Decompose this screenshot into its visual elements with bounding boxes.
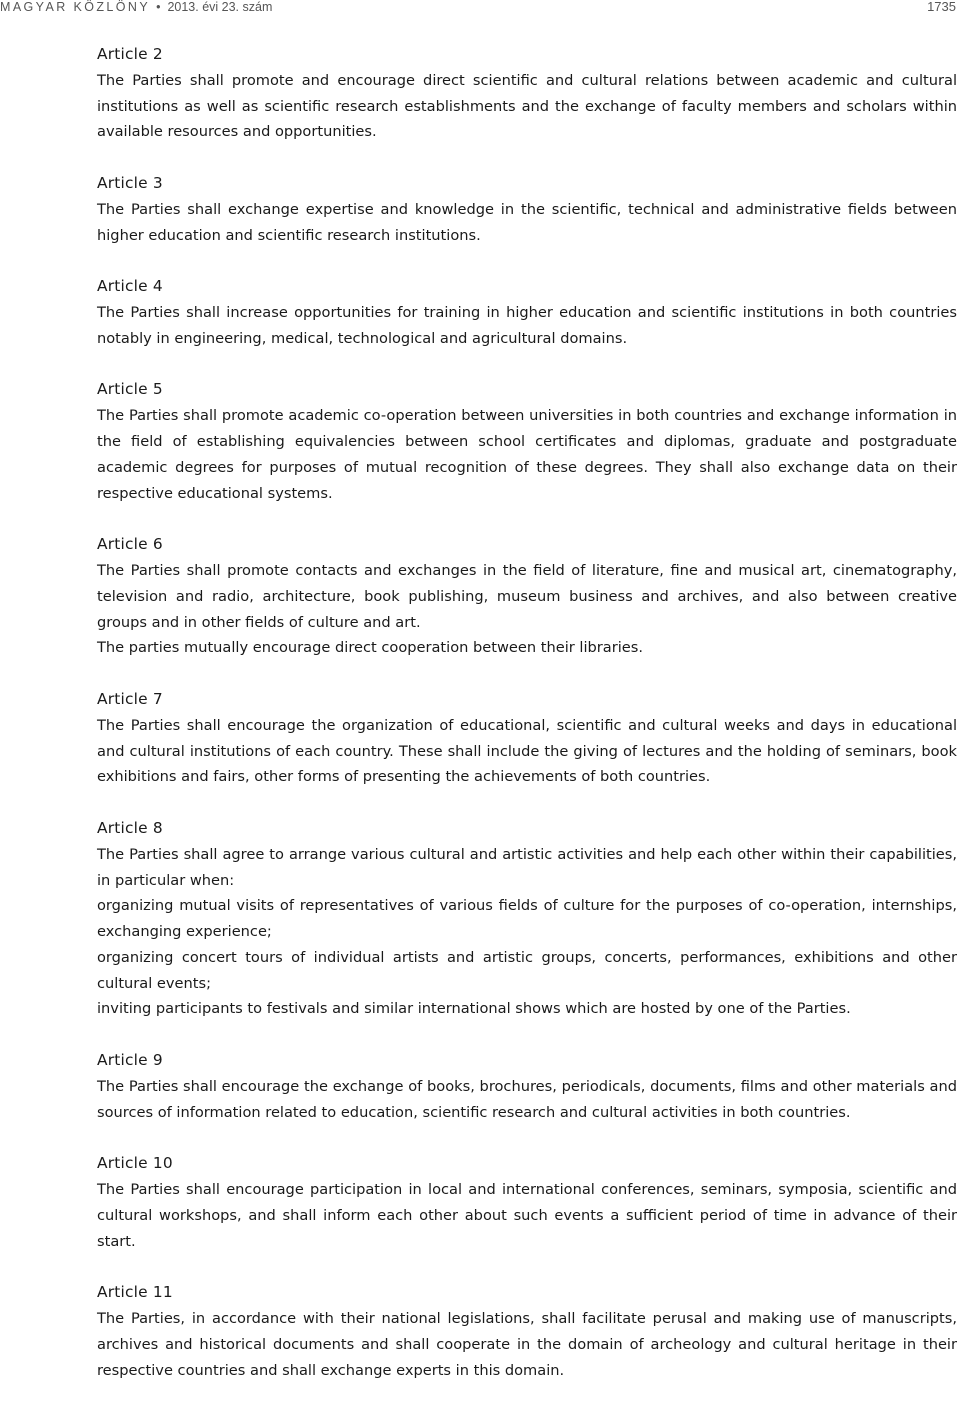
article-3 [97,171,957,248]
article-paragraph: The Parties shall exchange expertise and knowledge in the scientific, technical and administrative fields between higher education and scientific research institutions. [97,200,957,244]
article-5 [97,377,957,506]
article-paragraph: The Parties shall encourage the exchange of books, brochures, periodicals, documents, films and other materials and sources of information related to education, scientific research and cultural activities in both countries. [97,1077,957,1121]
article-6 [97,532,957,661]
article-title: Article 2 [97,45,163,63]
article-8 [97,816,957,1022]
article-title: Article 8 [97,818,163,837]
article-paragraph: The Parties shall increase opportunities for training in higher education and scientific institutions in both countries notably in engineering, medical, technological and agricultural domains. [97,303,957,347]
article-2 [97,42,957,145]
article-paragraph: The Parties shall agree to arrange various cultural and artistic activities and help each other within their capabilities, in particular when: [97,845,957,889]
article-list-item: inviting participants to festivals and similar international shows which are hosted by one of the Parties. [97,1000,851,1018]
article-title: Article 3 [97,173,163,192]
article-paragraph: The Parties shall encourage participation in local and international conferences, seminars, symposia, scientific and cultural workshops, and shall inform each other about such events a sufficient period of time in advance of their start. [97,1181,957,1250]
running-head [0,0,960,14]
article-paragraph: The Parties shall promote and encourage direct scientific and cultural relations between academic and cultural institutions as well as scientific research establishments and the exchange of faculty members and scholars within available resources and opportunities. [97,71,957,141]
article-paragraph: The Parties shall encourage the organization of educational, scientific and cultural weeks and days in educational and cultural institutions of each country. These shall include the giving of lectures and the holding of seminars, book exhibitions and fairs, other forms of presenting the achievements of both countries. [97,716,957,786]
issue-label: 2013. évi 23. szám [167,0,273,14]
article-7 [97,687,957,790]
article-11 [97,1280,957,1383]
article-title: Article 4 [97,277,163,296]
article-title: Article 11 [97,1283,173,1302]
document-body [97,42,957,1409]
article-4 [97,274,957,351]
article-10 [97,1151,957,1254]
article-title: Article 5 [97,380,163,399]
running-head-left [0,0,272,14]
publication-name: MAGYAR KÖZLÖNY [0,0,151,14]
article-paragraph: The Parties, in accordance with their national legislations, shall facilitate perusal and making use of manuscripts, archives and historical documents and shall cooperate in the domain of archeology and cultural heritage in their respective countries and shall exchange experts in this domain. [97,1310,957,1379]
article-title: Article 7 [97,689,163,708]
article-9 [97,1048,957,1125]
article-title: Article 6 [97,535,163,554]
article-list-item: organizing concert tours of individual artists and artistic groups, concerts, performances, exhibitions and other cultural events; [97,948,957,992]
page-number: 1735 [927,0,956,14]
article-title: Article 9 [97,1051,163,1070]
article-list-item: organizing mutual visits of representatives of various fields of culture for the purposes of co-operation, internships, exchanging experience; [97,897,957,941]
article-paragraph: The Parties shall promote contacts and exchanges in the field of literature, fine and musical art, cinematography, television and radio, architecture, book publishing, museum business and archives, and also between creative groups and in other fields of culture and art. [97,561,957,631]
article-paragraph: The Parties shall promote academic co-operation between universities in both countries and exchange information in the field of establishing equivalencies between school certificates and diplomas, graduate and postgraduate academic degrees for purposes of mutual recognition of these degrees. They shall also exchange data on their respective educational systems. [97,407,957,502]
bullet-separator: • [156,0,161,14]
article-paragraph: The parties mutually encourage direct cooperation between their libraries. [97,639,644,657]
article-title: Article 10 [97,1154,173,1173]
